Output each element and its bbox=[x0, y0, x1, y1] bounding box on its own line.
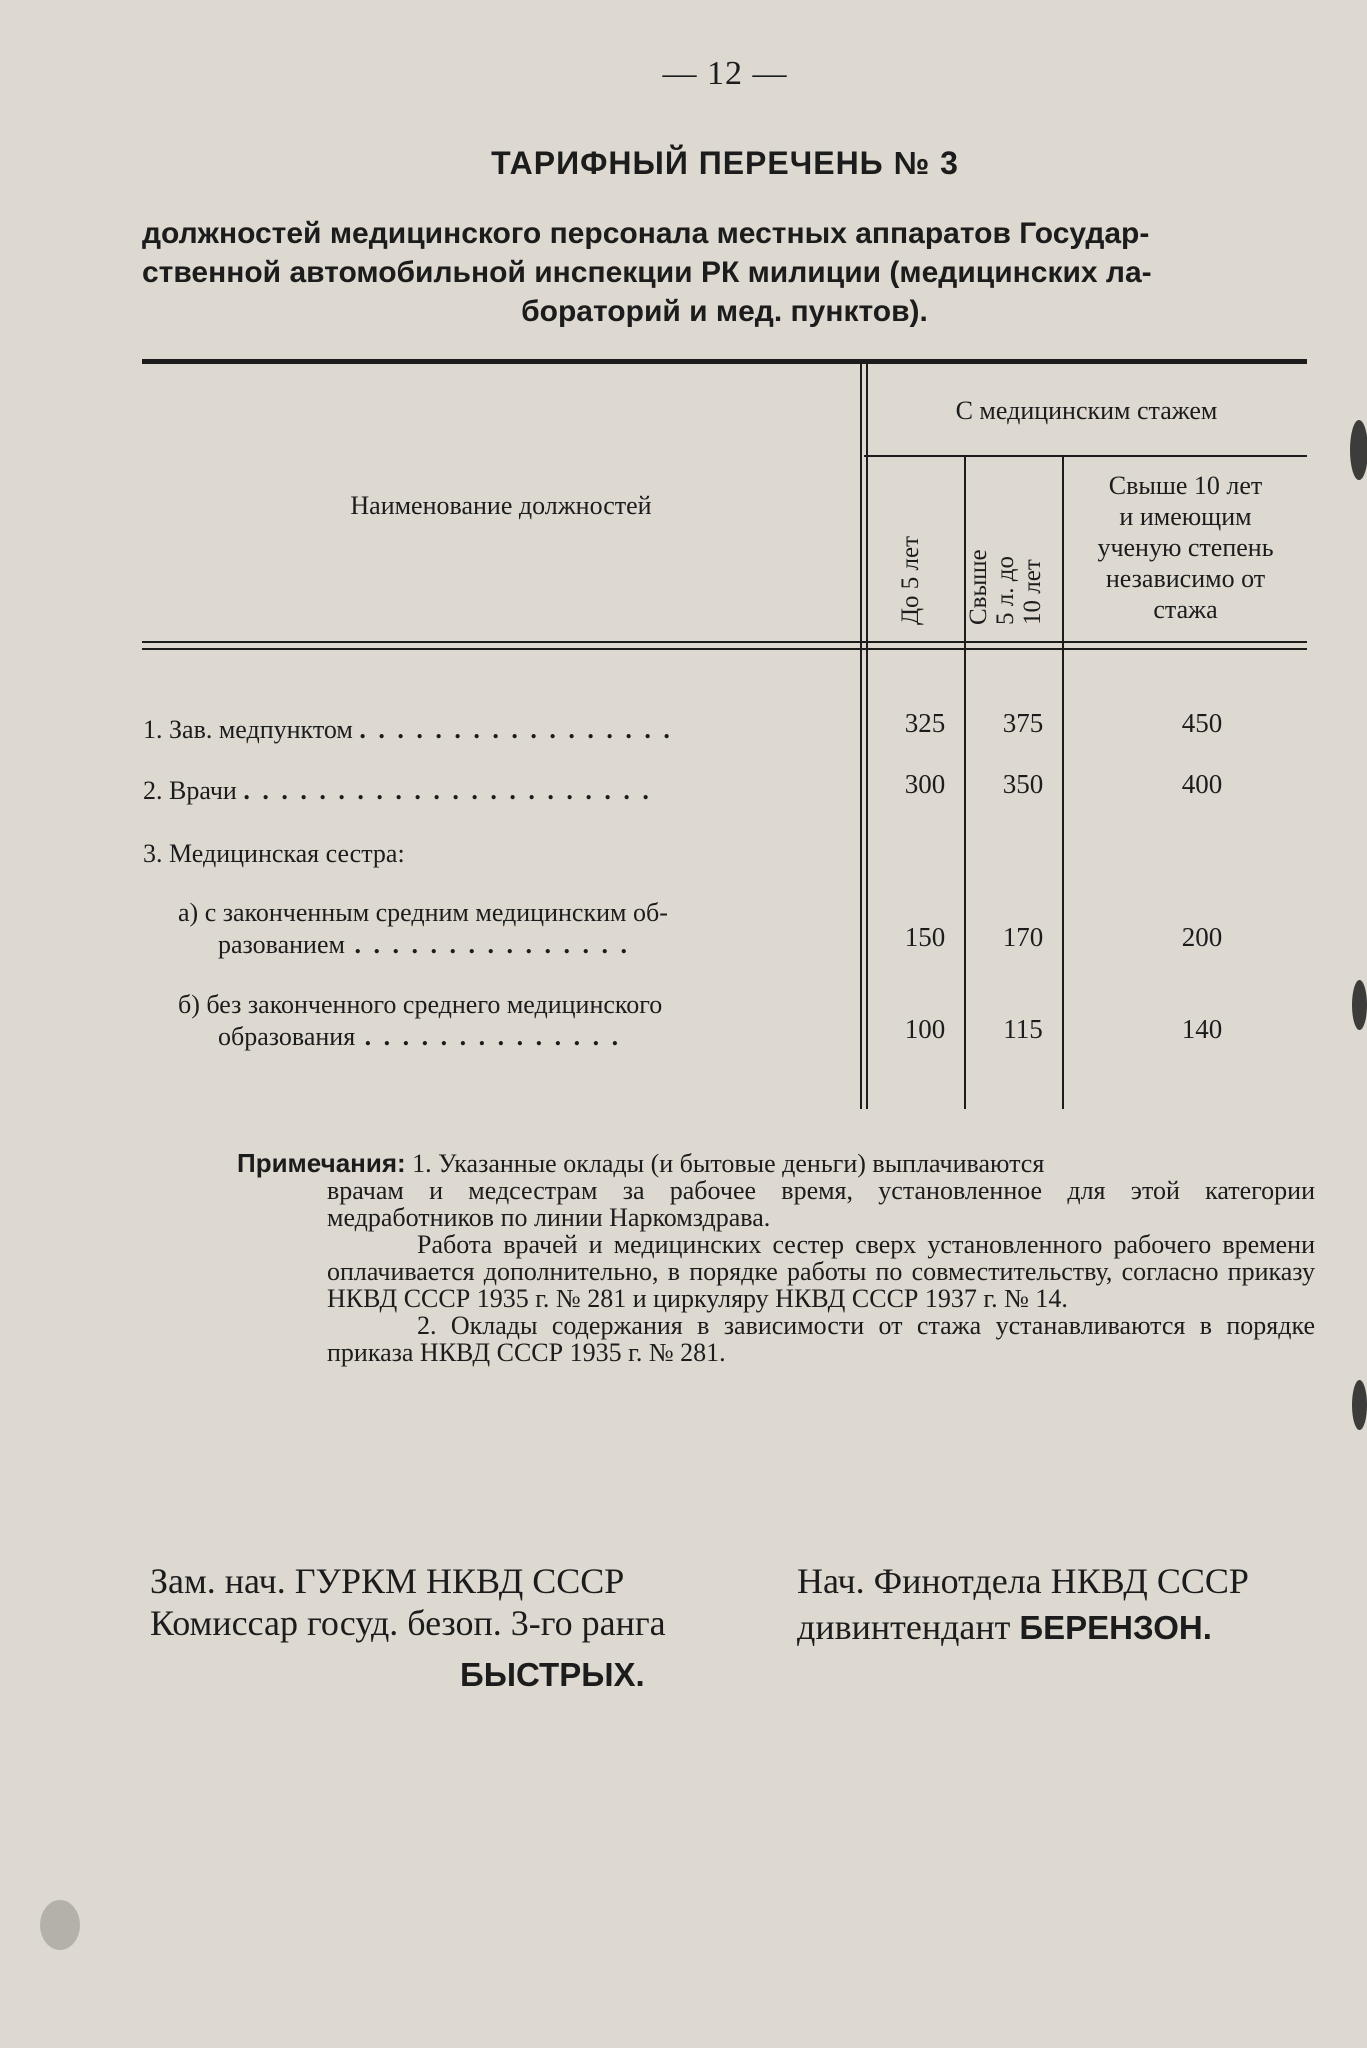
notes-section bbox=[237, 1150, 1315, 1366]
table-row-label bbox=[178, 897, 854, 961]
column-divider bbox=[866, 364, 868, 1109]
row-label-text: образования bbox=[218, 1022, 356, 1051]
column-header-under-5: До 5 лет bbox=[897, 535, 924, 625]
table-top-rule bbox=[142, 359, 1307, 364]
document-subtitle bbox=[142, 214, 1307, 331]
leader-dots: . . . . . . . . . . . . . . . bbox=[344, 930, 630, 959]
table-cell: 450 bbox=[1181, 708, 1223, 738]
signature-left bbox=[150, 1560, 770, 1696]
table-cell: 140 bbox=[1181, 1014, 1223, 1044]
table-row-label bbox=[178, 989, 854, 1053]
row-label-text: 2. Врачи bbox=[143, 776, 237, 805]
leader-dots: . . . . . . . . . . . . . . . . . . . . . . bbox=[243, 776, 652, 805]
table-cell: 150 bbox=[904, 922, 946, 952]
header-bottom-rule-2 bbox=[142, 648, 1307, 650]
note-1-rest: врачам и медсестрам за рабочее время, установленное для этой категории медработников по линии Наркомздрава. bbox=[327, 1176, 1315, 1232]
column-group-header: С медицинским стажем bbox=[955, 396, 1218, 425]
header-line: и имеющим bbox=[1119, 502, 1252, 531]
table-cell: 300 bbox=[904, 769, 946, 799]
paper-stain bbox=[1350, 420, 1367, 480]
column-header-name: Наименование должностей bbox=[350, 491, 652, 520]
signature-rank: Комиссар госуд. безоп. 3-го ранга bbox=[150, 1603, 666, 1643]
table-cell: 325 bbox=[904, 708, 946, 738]
group-header-rule bbox=[864, 455, 1307, 457]
signature-rank: дивинтендант bbox=[797, 1607, 1011, 1647]
header-line: Свыше 10 лет bbox=[1108, 471, 1263, 500]
document-title: ТАРИФНЫЙ ПЕРЕЧЕНЬ № 3 bbox=[491, 145, 959, 181]
subtitle-line: должностей медицинского персонала местных аппаратов Государ- bbox=[142, 217, 1150, 250]
row-label-text: разованием bbox=[218, 930, 345, 959]
leader-dots: . . . . . . . . . . . . . . . . . bbox=[359, 715, 673, 744]
table-cell: 170 bbox=[1002, 922, 1044, 952]
note-1-para2: Работа врачей и медицинских сестер сверх установленного рабочего времени оплачивается дополнительно, в порядке работы по совместительству, согласно приказу НКВД СССР 1935 г. № 281 и циркуляру НКВД СССР 1937 г. № 14. bbox=[327, 1230, 1315, 1313]
leader-dots: . . . . . . . . . . . . . . bbox=[355, 1022, 622, 1051]
table-row-label bbox=[143, 775, 855, 807]
page-number: — 12 — bbox=[662, 55, 788, 92]
subtitle-line: бораторий и мед. пунктов). bbox=[521, 295, 928, 328]
column-divider bbox=[860, 364, 862, 1109]
column-header-5-10-line1: Свыше bbox=[965, 549, 992, 625]
header-bottom-rule bbox=[142, 641, 1307, 643]
table-cell: 100 bbox=[904, 1014, 946, 1044]
table-cell: 400 bbox=[1181, 769, 1223, 799]
signature-right bbox=[797, 1560, 1317, 1649]
column-header-5-10-line3: 10 лет bbox=[1019, 559, 1046, 625]
header-line: ученую степень bbox=[1097, 533, 1274, 562]
header-line: независимо от bbox=[1105, 564, 1266, 593]
paper-stain bbox=[1352, 980, 1367, 1030]
signature-title: Нач. Финотдела НКВД СССР bbox=[797, 1561, 1249, 1601]
paper-stain bbox=[40, 1900, 80, 1950]
signature-name: БЕРЕНЗОН. bbox=[1019, 1609, 1212, 1646]
paper-stain bbox=[1352, 1380, 1367, 1430]
table-cell: 350 bbox=[1002, 769, 1044, 799]
signature-title: Зам. нач. ГУРКМ НКВД СССР bbox=[150, 1561, 625, 1601]
note-1-line1: 1. Указанные оклады (и бытовые деньги) выплачиваются bbox=[412, 1149, 1045, 1178]
table-cell: 375 bbox=[1002, 708, 1044, 738]
column-header-5-10-line2: 5 л. до bbox=[992, 556, 1019, 625]
notes-lead: Примечания: bbox=[237, 1148, 406, 1178]
column-header-over-10 bbox=[1064, 470, 1307, 625]
subtitle-line: ственной автомобильной инспекции РК милиции (медицинских ла- bbox=[142, 256, 1152, 289]
note-2: 2. Оклады содержания в зависимости от стажа устанавливаются в порядке приказа НКВД СССР 1935 г. № 281. bbox=[327, 1311, 1315, 1367]
signature-name: БЫСТРЫХ. bbox=[460, 1656, 645, 1693]
table-cell: 115 bbox=[1003, 1014, 1043, 1044]
table-row-label: 3. Медицинская сестра: bbox=[143, 839, 405, 868]
table-cell: 200 bbox=[1181, 922, 1223, 952]
row-label-text: б) без законченного среднего медицинского bbox=[178, 990, 663, 1019]
table-row-label bbox=[143, 714, 855, 746]
row-label-text: а) с законченным средним медицинским об- bbox=[178, 898, 668, 927]
row-label-text: 1. Зав. медпунктом bbox=[143, 715, 353, 744]
header-line: стажа bbox=[1153, 595, 1218, 624]
